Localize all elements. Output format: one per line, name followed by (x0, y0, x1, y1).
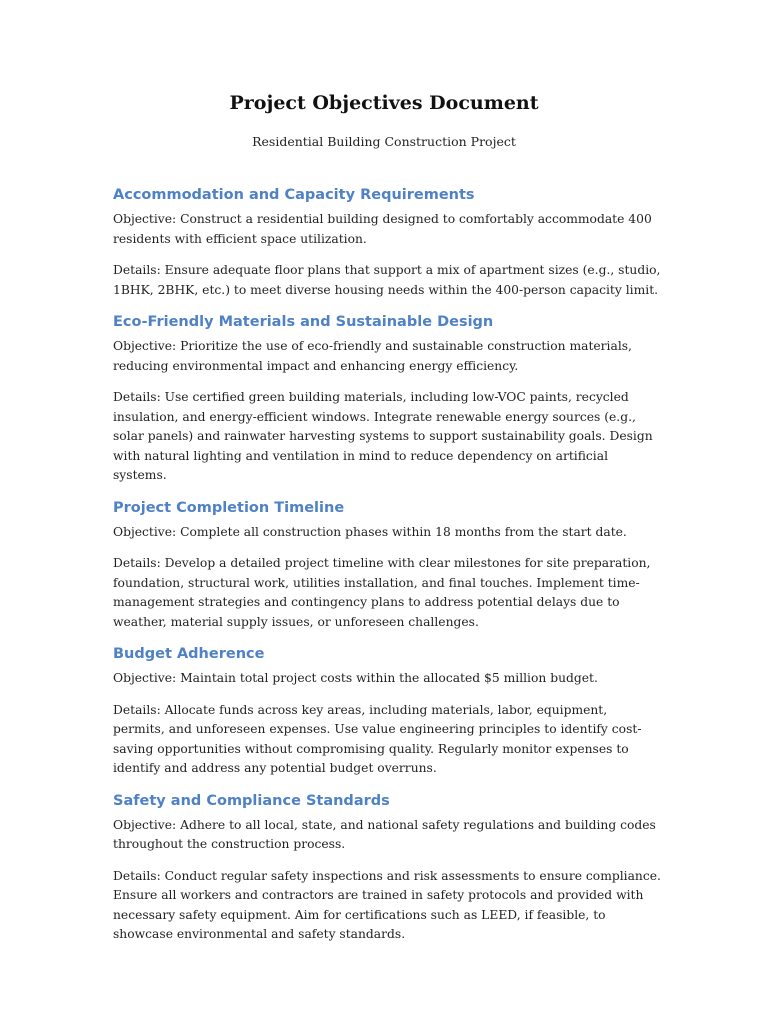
details-paragraph: Details: Use certified green building materials, including low-VOC paints, recycled insulation, and energy-efficient windows. Integrate renewable energy sources (e.g., solar panels) and rainwater harvesting systems to support sustainability goals. Design with natural lighting and ventilation in mind to reduce dependency on artificial systems. (113, 390, 653, 482)
objective-paragraph: Objective: Complete all construction phases within 18 months from the start date. (113, 524, 627, 539)
document-body (113, 184, 661, 956)
objective-paragraph: Objective: Adhere to all local, state, and national safety regulations and building codes throughout the construction process. (113, 817, 656, 851)
section-heading: Project Completion Timeline (113, 499, 345, 516)
details-paragraph: Details: Ensure adequate floor plans that support a mix of apartment sizes (e.g., studio, 1BHK, 2BHK, etc.) to meet diverse housing needs within the 400-person capacity limit. (113, 263, 661, 297)
details-paragraph: Details: Conduct regular safety inspections and risk assessments to ensure compliance. Ensure all workers and contractors are trained in safety protocols and provided with necessary safety equipment. Aim for certifications such as LEED, if feasible, to showcase environmental and safety standards. (113, 868, 661, 941)
section-heading: Accommodation and Capacity Requirements (113, 187, 475, 203)
objective-paragraph: Objective: Prioritize the use of eco-friendly and sustainable construction materials, reducing environmental impact and enhancing energy efficiency. (113, 339, 632, 373)
document-title: Project Objectives Document (229, 92, 539, 114)
document-subtitle: Residential Building Construction Project (252, 134, 516, 149)
section-safety (113, 790, 661, 945)
section-timeline (113, 497, 661, 633)
section-budget (113, 643, 661, 779)
section-heading: Eco-Friendly Materials and Sustainable Design (113, 314, 494, 330)
details-paragraph: Details: Allocate funds across key areas, including materials, labor, equipment, permits, and unforeseen expenses. Use value engineering principles to identify cost-saving opportunities without compromising quality. Regularly monitor expenses to identify and address any potential budget overruns. (113, 702, 642, 775)
section-heading: Safety and Compliance Standards (113, 792, 390, 809)
section-eco-friendly (113, 311, 661, 486)
details-paragraph: Details: Develop a detailed project timeline with clear milestones for site preparation, foundation, structural work, utilities installation, and final touches. Implement time-management strategies and contingency plans to address potential delays due to weather, material supply issues, or unforeseen challenges. (113, 556, 651, 629)
objective-paragraph: Objective: Construct a residential building designed to comfortably accommodate 400 residents with efficient space utilization. (113, 212, 652, 246)
section-heading: Budget Adherence (113, 646, 265, 662)
section-accommodation (113, 184, 661, 300)
objective-paragraph: Objective: Maintain total project costs within the allocated $5 million budget. (113, 671, 598, 685)
